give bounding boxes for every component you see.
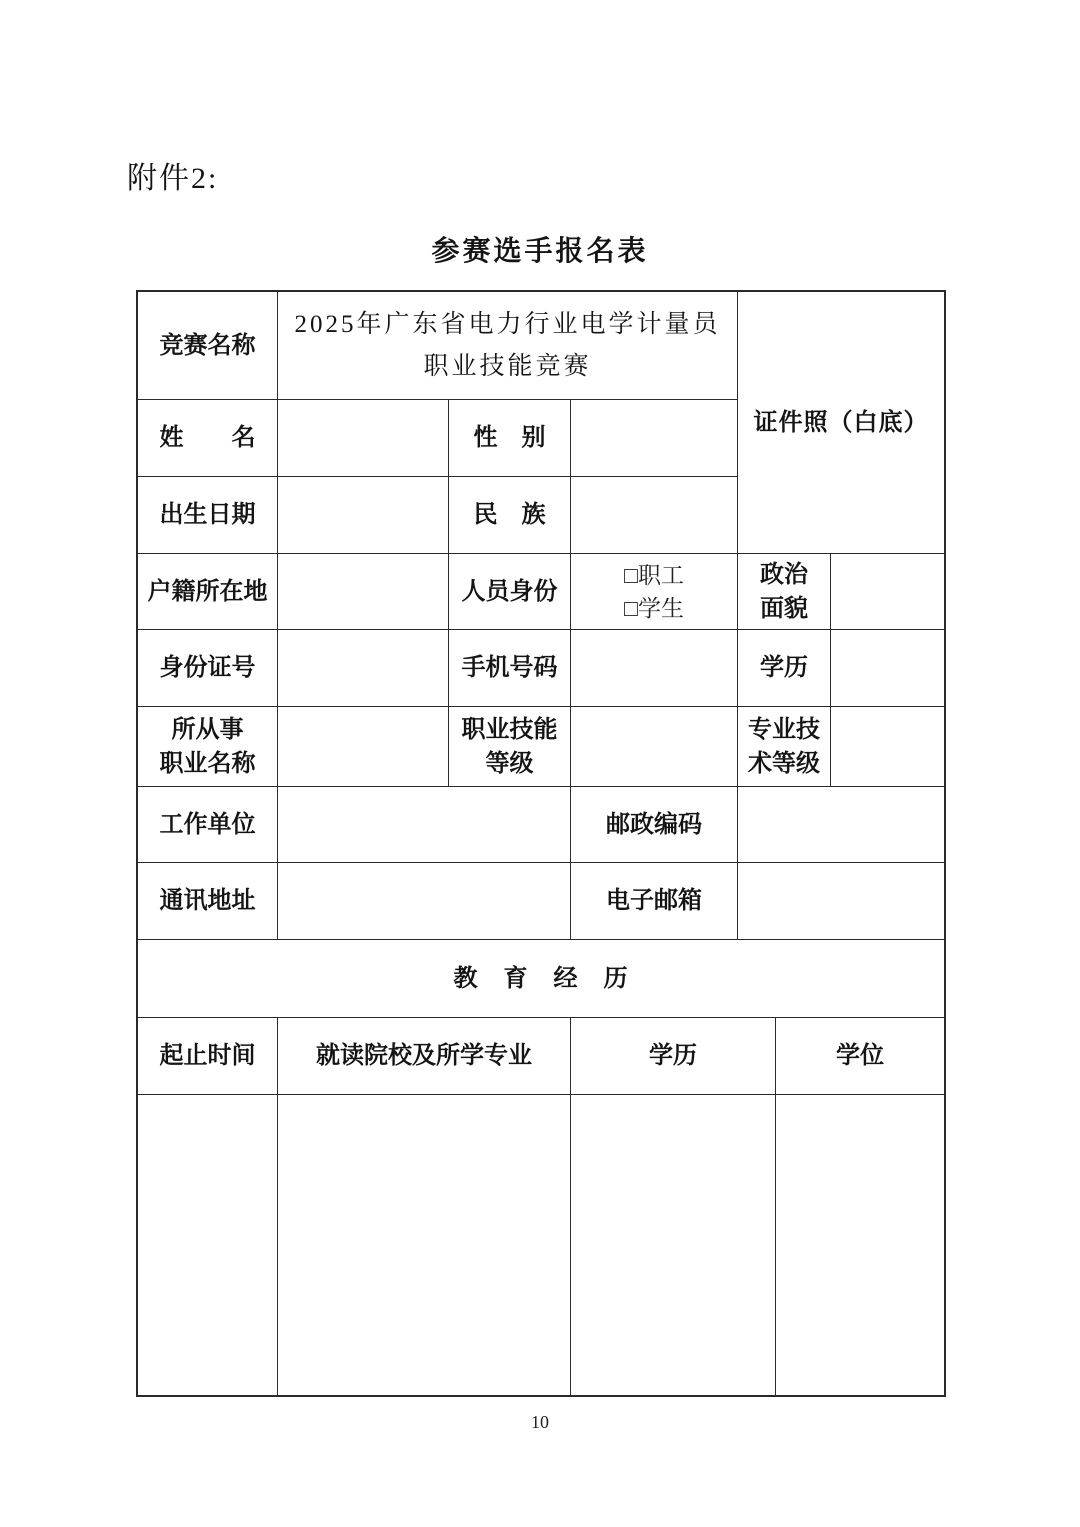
label-text: 姓 名 bbox=[159, 425, 256, 451]
registration-form-table bbox=[136, 290, 946, 1397]
label-text: 起止时间 bbox=[159, 1043, 256, 1069]
field-label-postal-code bbox=[571, 787, 738, 863]
page-number: 10 bbox=[531, 1412, 549, 1432]
field-label-name bbox=[138, 400, 278, 477]
edu-input-cell-education-level[interactable] bbox=[571, 1095, 776, 1395]
input-cell-political-status[interactable] bbox=[831, 554, 944, 630]
label-text: 性 别 bbox=[473, 425, 546, 451]
input-cell-birth-date[interactable] bbox=[278, 477, 449, 554]
label-text: 竞赛名称 bbox=[159, 332, 256, 359]
field-label-political-status bbox=[738, 554, 831, 630]
label-text: 身份证号 bbox=[159, 655, 256, 681]
competition-name-line1: 2025年广东省电力行业电学计量员 bbox=[294, 310, 721, 338]
label-text-line1: 所从事 bbox=[171, 716, 244, 743]
input-cell-postal-code[interactable] bbox=[738, 787, 944, 863]
label-text: 通讯地址 bbox=[159, 888, 256, 914]
field-label-personnel-identity bbox=[449, 554, 571, 630]
edu-column-header-period bbox=[138, 1018, 278, 1095]
label-text-line1: 政治 bbox=[760, 561, 808, 588]
edu-column-header-degree bbox=[776, 1018, 944, 1095]
label-text-line1: 专业技 bbox=[748, 716, 820, 743]
edu-input-cell-degree[interactable] bbox=[776, 1095, 944, 1395]
label-text-line2: 职业名称 bbox=[159, 750, 256, 777]
checkbox-option-worker[interactable]: □职工 bbox=[624, 562, 684, 588]
field-label-education-level bbox=[738, 630, 831, 707]
input-cell-occupation[interactable] bbox=[278, 707, 449, 787]
input-cell-mailing-address[interactable] bbox=[278, 863, 571, 940]
attachment-label: 附件2: bbox=[127, 162, 219, 195]
input-cell-id-number[interactable] bbox=[278, 630, 449, 707]
input-cell-work-unit[interactable] bbox=[278, 787, 571, 863]
label-text: 手机号码 bbox=[461, 655, 558, 681]
checkbox-group-identity bbox=[624, 559, 684, 625]
input-cell-household-location[interactable] bbox=[278, 554, 449, 630]
competition-name-value bbox=[278, 292, 738, 400]
label-text: 电子邮箱 bbox=[606, 888, 702, 914]
label-text-line2: 术等级 bbox=[748, 750, 820, 777]
edu-column-header-school-major bbox=[278, 1018, 571, 1095]
input-cell-name[interactable] bbox=[278, 400, 449, 477]
input-cell-tech-level[interactable] bbox=[831, 707, 944, 787]
education-history-section-header bbox=[138, 940, 944, 1018]
field-label-ethnicity bbox=[449, 477, 571, 554]
label-text: 民 族 bbox=[473, 502, 546, 528]
id-photo-box bbox=[738, 292, 944, 554]
photo-box-label: 证件照（白底） bbox=[753, 409, 929, 436]
label-text: 邮政编码 bbox=[606, 811, 702, 838]
label-text: 就读院校及所学专业 bbox=[316, 1043, 532, 1069]
field-label-competition-name bbox=[138, 292, 278, 400]
edu-input-cell-school-major[interactable] bbox=[278, 1095, 571, 1395]
personnel-identity-options-cell bbox=[571, 554, 738, 630]
edu-column-header-education-level bbox=[571, 1018, 776, 1095]
field-label-skill-level bbox=[449, 707, 571, 787]
field-label-tech-level bbox=[738, 707, 831, 787]
competition-name-line2: 职业技能竞赛 bbox=[423, 352, 592, 380]
label-text: 户籍所在地 bbox=[147, 578, 268, 605]
field-label-mailing-address bbox=[138, 863, 278, 940]
field-label-work-unit bbox=[138, 787, 278, 863]
section-header-text: 教 育 经 历 bbox=[453, 965, 629, 992]
edu-input-cell-period[interactable] bbox=[138, 1095, 278, 1395]
field-label-email bbox=[571, 863, 738, 940]
field-label-household-location bbox=[138, 554, 278, 630]
label-text: 工作单位 bbox=[159, 811, 256, 838]
field-label-id-number bbox=[138, 630, 278, 707]
field-label-gender bbox=[449, 400, 571, 477]
label-text: 人员身份 bbox=[461, 578, 558, 605]
label-text: 出生日期 bbox=[159, 502, 256, 528]
label-text-line1: 职业技能 bbox=[461, 716, 558, 743]
label-text: 学历 bbox=[760, 655, 808, 681]
input-cell-mobile-number[interactable] bbox=[571, 630, 738, 707]
input-cell-ethnicity[interactable] bbox=[571, 477, 738, 554]
checkbox-option-student[interactable]: □学生 bbox=[624, 595, 684, 621]
input-cell-email[interactable] bbox=[738, 863, 944, 940]
label-text-line2: 等级 bbox=[485, 750, 534, 777]
page-title: 参赛选手报名表 bbox=[431, 236, 649, 267]
input-cell-gender[interactable] bbox=[571, 400, 738, 477]
label-text: 学位 bbox=[836, 1043, 884, 1069]
field-label-birth-date bbox=[138, 477, 278, 554]
field-label-occupation bbox=[138, 707, 278, 787]
label-text-line2: 面貌 bbox=[760, 595, 808, 622]
input-cell-education-level[interactable] bbox=[831, 630, 944, 707]
input-cell-skill-level[interactable] bbox=[571, 707, 738, 787]
label-text: 学历 bbox=[649, 1043, 697, 1069]
field-label-mobile-number bbox=[449, 630, 571, 707]
